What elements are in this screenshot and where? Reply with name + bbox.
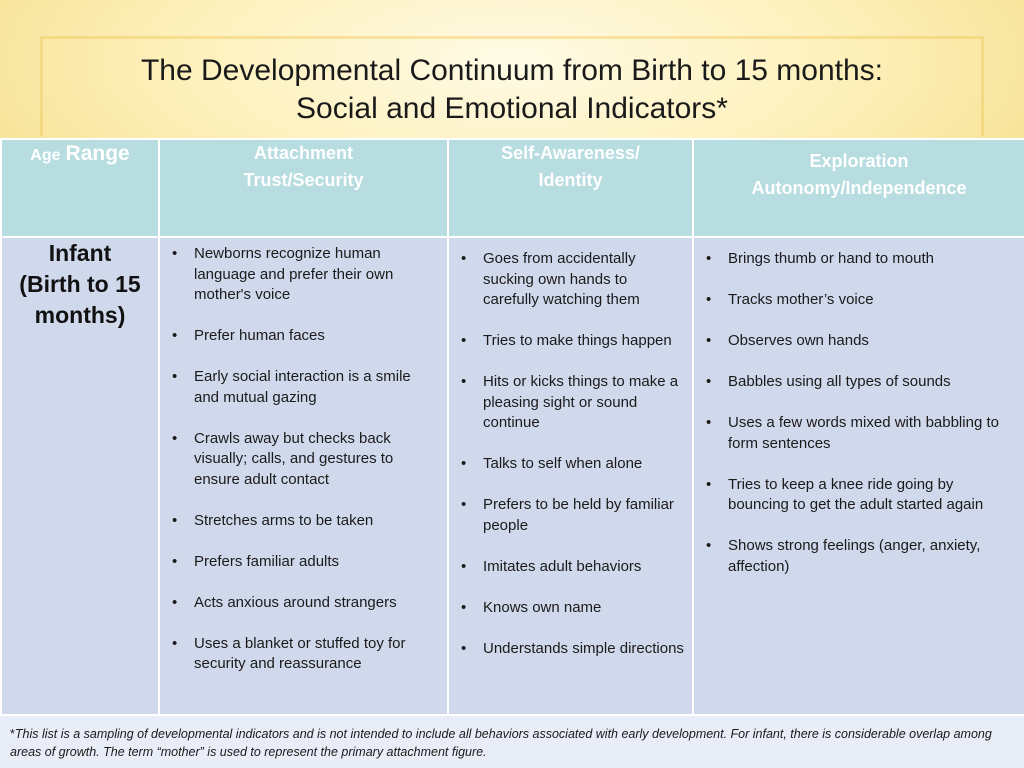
header-self-awareness-line2: Identity [538, 170, 603, 190]
title-line-1: The Developmental Continuum from Birth to 15 months: [140, 54, 884, 87]
list-item: • Knows own name [461, 598, 684, 619]
footnote [0, 716, 1024, 768]
list-item: • Observes own hands [706, 331, 1016, 352]
header-age-word: Age [30, 147, 61, 164]
list-item: • Brings thumb or hand to mouth [706, 249, 1016, 270]
header-self-awareness [448, 139, 693, 237]
slide-title [0, 52, 1024, 128]
age-label-line3: months) [34, 302, 126, 328]
age-label-line1: Infant [48, 240, 112, 266]
header-exploration-line1: Exploration [809, 151, 909, 171]
header-exploration [693, 139, 1024, 237]
header-attachment [159, 139, 448, 237]
header-age-range [1, 139, 159, 237]
list-item: • Uses a few words mixed with babbling to form sentences [706, 413, 1016, 454]
list-item: • Uses a blanket or stuffed toy for security and reassurance [172, 634, 439, 675]
continuum-table [0, 138, 1024, 716]
list-item: • Prefers familiar adults [172, 552, 439, 573]
list-item: • Tries to make things happen [461, 331, 684, 352]
list-item: • Babbles using all types of sounds [706, 372, 1016, 393]
infant-row [1, 237, 1024, 715]
list-item: • Understands simple directions [461, 639, 684, 660]
list-item: • Crawls away but checks back visually; calls, and gestures to ensure adult contact [172, 429, 439, 491]
self-awareness-list [449, 238, 692, 659]
list-item: • Talks to self when alone [461, 454, 684, 475]
list-item: • Goes from accidentally sucking own hands to carefully watching them [461, 249, 684, 311]
list-item: • Prefer human faces [172, 326, 439, 347]
exploration-list [694, 238, 1024, 577]
age-label-line2: (Birth to 15 [19, 271, 141, 297]
list-item: • Prefers to be held by familiar people [461, 495, 684, 536]
footnote-asterisk: * [10, 727, 15, 741]
self-awareness-cell [448, 237, 693, 715]
header-attachment-line2: Trust/Security [243, 170, 364, 190]
header-attachment-line1: Attachment [253, 143, 353, 163]
exploration-cell [693, 237, 1024, 715]
list-item: • Tries to keep a knee ride going by bouncing to get the adult started again [706, 475, 1016, 516]
list-item: • Tracks mother’s voice [706, 290, 1016, 311]
attachment-list [160, 238, 447, 675]
header-range-word: Range [65, 142, 130, 165]
list-item: • Hits or kicks things to make a pleasing sight or sound continue [461, 372, 684, 434]
list-item: • Shows strong feelings (anger, anxiety, affection) [706, 536, 1016, 577]
list-item: • Stretches arms to be taken [172, 511, 439, 532]
title-line-2: Social and Emotional Indicators* [296, 92, 728, 125]
list-item: • Acts anxious around strangers [172, 593, 439, 614]
footnote-text: This list is a sampling of developmental indicators and is not intended to include all behaviors associated with early development. For infant, there is considerable overlap among areas of growth. The term “mother” is used to represent the primary attachment figure. [10, 727, 992, 759]
header-row [1, 139, 1024, 237]
list-item: • Newborns recognize human language and prefer their own mother's voice [172, 244, 439, 306]
header-exploration-line2: Autonomy/Independence [751, 178, 967, 198]
list-item: • Early social interaction is a smile and mutual gazing [172, 367, 439, 408]
attachment-cell [159, 237, 448, 715]
header-self-awareness-line1: Self-Awareness/ [501, 143, 640, 163]
list-item: • Imitates adult behaviors [461, 557, 684, 578]
age-cell-infant [1, 237, 159, 715]
